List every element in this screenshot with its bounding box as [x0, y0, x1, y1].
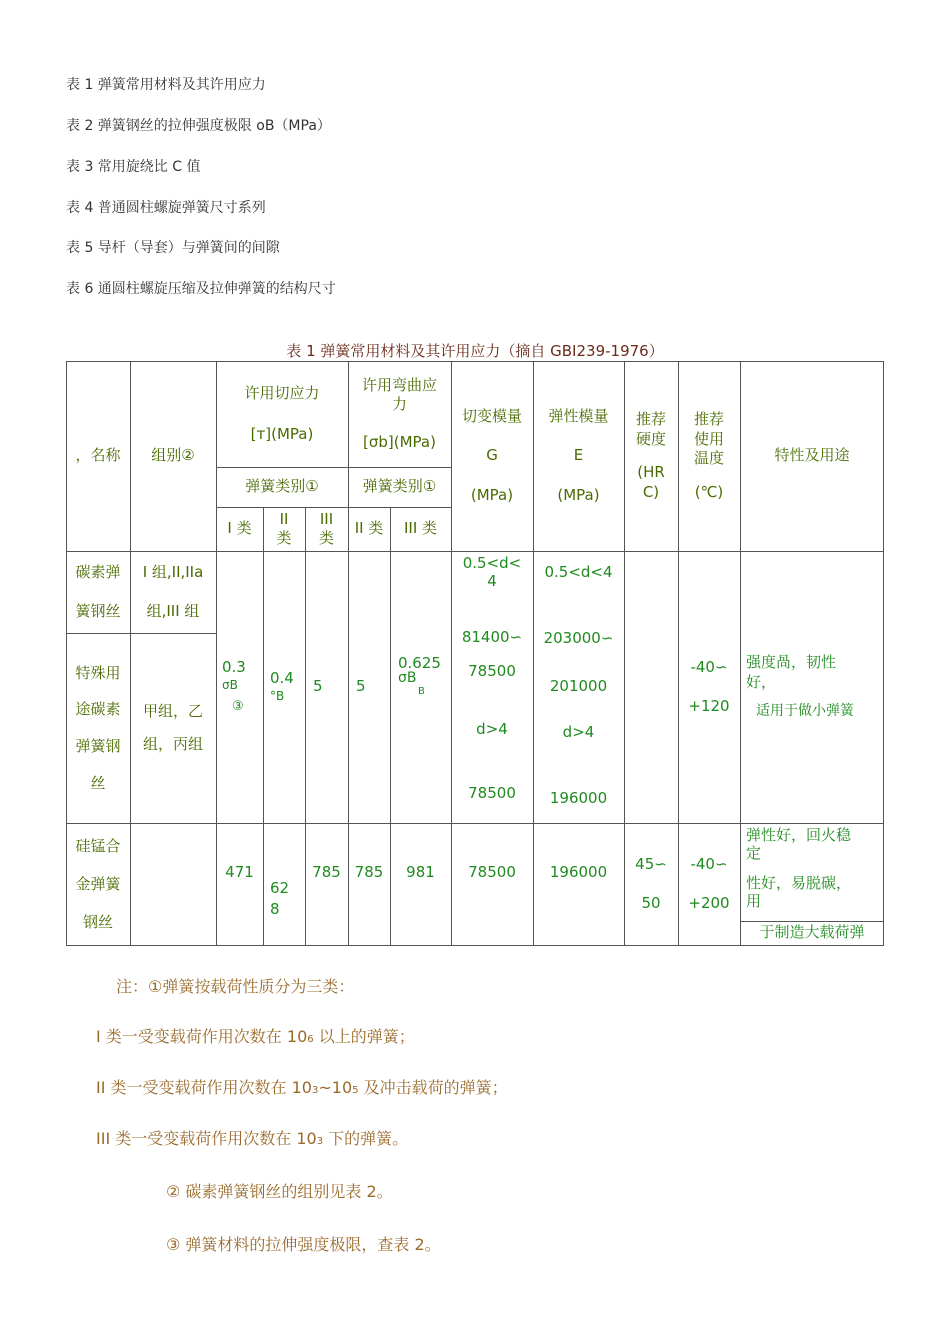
header-shear-stress: 许用切应力 [т](MPa) [244, 383, 320, 443]
toc-item-3: 表 3 常用旋绕比 C 值 [66, 159, 201, 175]
cell-simn-use-cont: 于制造大载荷弹 [759, 923, 865, 942]
cell-simn-use: 弹性好，回火稳 定 性好，易脱碳， 用 [746, 826, 852, 910]
row-special-name: 特殊用 途碳素 弹簧钢 丝 [75, 663, 121, 792]
header-hardness: 推荐 硬度 (HR C) [635, 410, 666, 501]
note-2: I 类一受变载荷作用次数在 106 以上的弹簧； [96, 1027, 415, 1046]
note-1: 注：①弹簧按载荷性质分为三类： [116, 977, 355, 996]
header-class-3: III 类 [318, 509, 334, 547]
cell-simn-shear-modulus: 78500 [468, 863, 516, 882]
materials-table [66, 361, 884, 946]
header-group: 组别② [151, 446, 195, 465]
note-3: II 类一受变载荷作用次数在 103~105 及冲击载荷的弹簧； [96, 1078, 508, 1097]
header-name: ，名称 [75, 446, 121, 465]
cell-shear-class-3: 5 [313, 677, 323, 696]
header-temperature: 推荐 使用 温度 (℃) [693, 410, 724, 501]
note-4: III 类一受变载荷作用次数在 103 下的弹簧。 [96, 1129, 409, 1148]
cell-simn-temperature: -40∽ +200 [688, 855, 730, 912]
row-special-group: 甲组，乙 组，丙组 [142, 702, 203, 753]
cell-simn-elastic-modulus: 196000 [549, 863, 608, 882]
toc-item-5: 表 5 导杆（导套）与弹簧间的间隙 [66, 240, 280, 256]
cell-bend-class-3: 0.625 σB B [398, 653, 441, 698]
toc-item-2: 表 2 弹簧钢丝的拉伸强度极限 oB（MPa） [66, 118, 331, 134]
cell-simn-bend-3: 981 [406, 863, 435, 882]
cell-shear-class-2: 0.4 °B [270, 669, 294, 703]
cell-elastic-modulus: 0.5<d<4 203000∽ 201000 d>4 196000 [543, 563, 614, 807]
header-elastic-modulus: 弹性模量 E (MPa) [548, 406, 609, 504]
toc-item-1: 表 1 弹簧常用材料及其许用应力 [66, 77, 266, 93]
row-carbon-name: 碳素弹 簧钢丝 [75, 563, 121, 620]
header-use: 特性及用途 [774, 446, 850, 465]
cell-simn-hardness: 45∽ 50 [635, 855, 667, 912]
table-caption: 表 1 弹簧常用材料及其许用应力（摘自 GBI239-1976） [286, 342, 664, 360]
toc-item-6: 表 6 通圆柱螺旋压缩及拉伸弹簧的结构尺寸 [66, 281, 336, 297]
cell-bend-class-2: 5 [356, 677, 366, 696]
cell-use: 强度咼，韧性 好， 适用于做小弹簧 [746, 653, 854, 720]
note-5: ② 碳素弹簧钢丝的组别见表 2。 [166, 1182, 393, 1201]
header-bend-class-2: II 类 [354, 519, 384, 538]
cell-shear-modulus: 0.5<d< 4 81400∽ 78500 d>4 78500 [461, 554, 523, 802]
cell-temperature: -40∽ +120 [688, 658, 730, 715]
header-class-1: I 类 [227, 519, 252, 538]
cell-simn-shear-1: 471 [225, 863, 254, 882]
row-carbon-group: I 组,II,IIa 组,III 组 [142, 563, 204, 620]
note-6: ③ 弹簧材料的拉伸强度极限，查表 2。 [166, 1235, 441, 1254]
row-simn-name: 硅锰合 金弹簧 钢丝 [75, 836, 121, 932]
cell-simn-bend-2: 785 [354, 863, 384, 882]
cell-shear-class-1: 0.3 σB ③ [222, 658, 246, 715]
header-shear-modulus: 切变模量 G (MPa) [461, 406, 522, 504]
toc-item-4: 表 4 普通圆柱螺旋弹簧尺寸系列 [66, 200, 266, 216]
header-bend-class-3: III 类 [403, 519, 438, 538]
cell-simn-shear-3: 785 [312, 863, 341, 882]
header-spring-class-shear: 弹簧类别① [245, 477, 319, 496]
cell-simn-shear-2: 62 8 [270, 879, 290, 918]
header-bending-stress: 许用弯曲应 力 [σb](MPa) [361, 375, 437, 451]
header-spring-class-bend: 弹簧类别① [362, 477, 437, 496]
header-class-2: II 类 [276, 509, 292, 547]
